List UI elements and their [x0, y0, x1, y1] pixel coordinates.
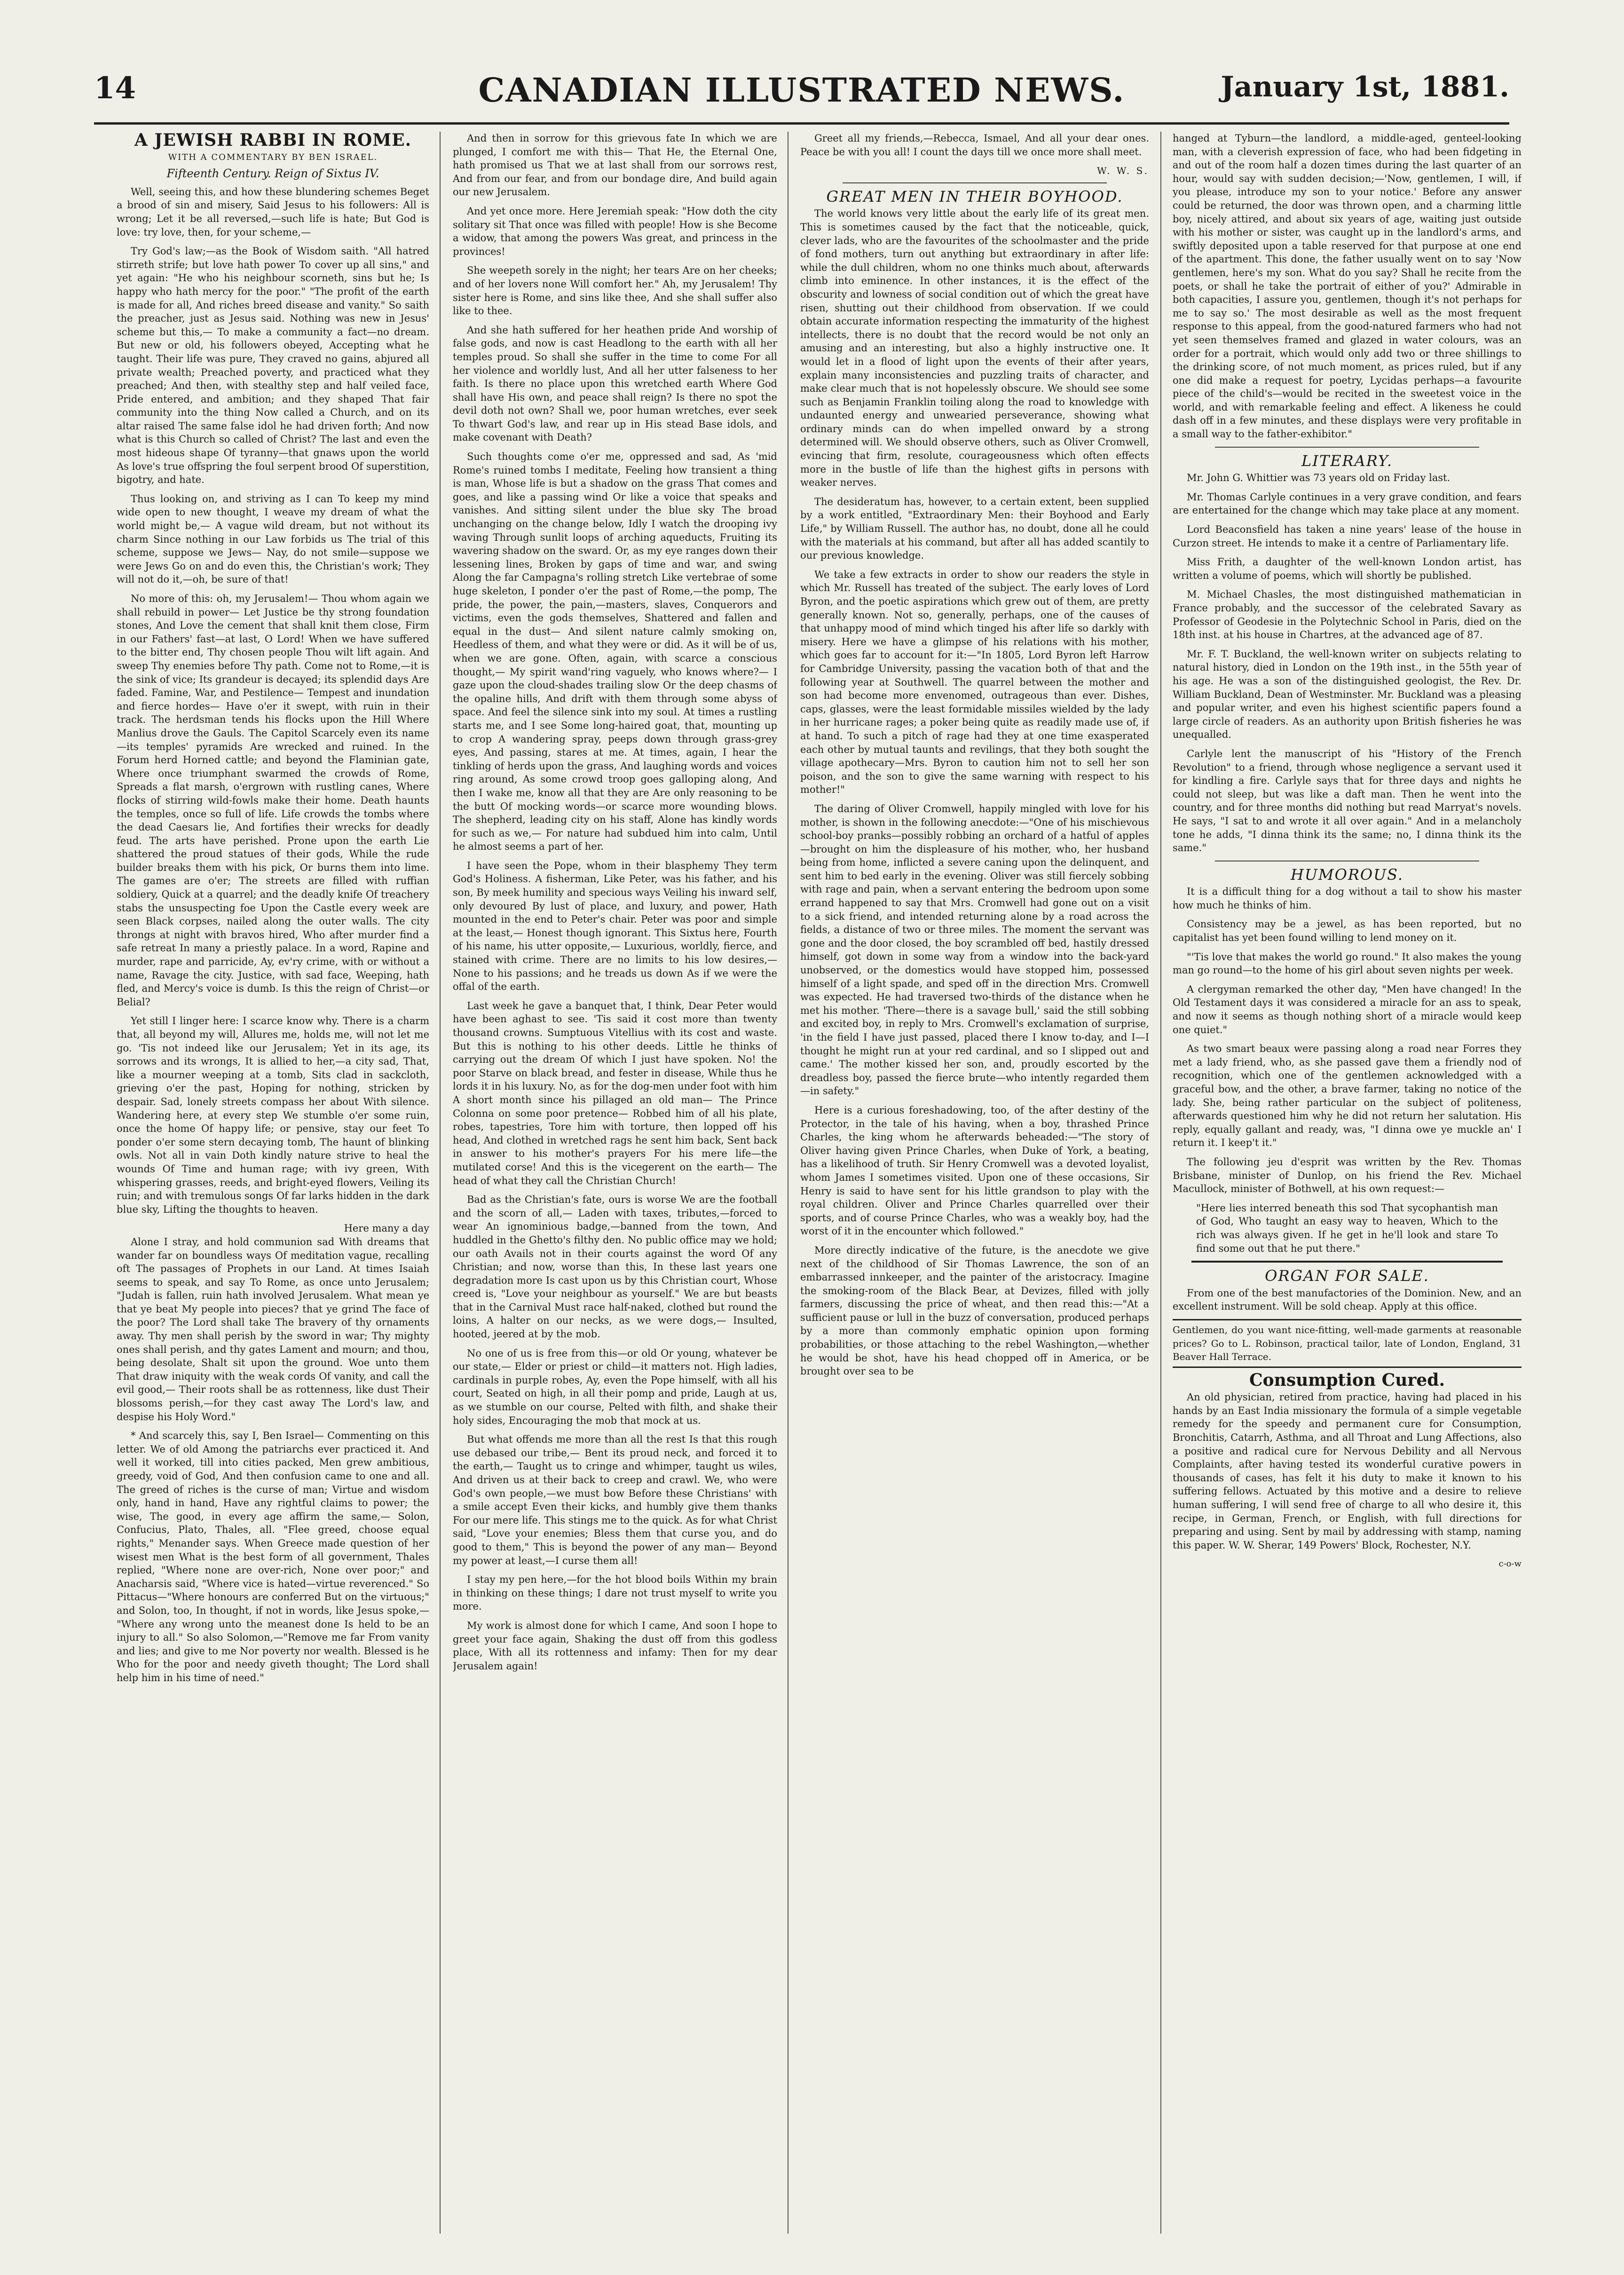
- section-title: GREAT MEN IN THEIR BOYHOOD.: [826, 187, 1123, 205]
- advertisement: From one of the best manufactories of the Dominion. New, and an excellent instrument. Will be sold cheap. Apply at this office.: [1173, 1287, 1522, 1312]
- poem-stanza: Try God's law;—as the Book of Wisdom saith. "All hatred stirreth strife; but love hath power To cover up all sins," and yet again: "He who his neighbour scorneth, sins but he; Is happy who hath mercy for the poor." "The profit of the earth is made for all, And riches breed disease and vanity." So saith the preacher, just as Jesus said. Nothing was new in Jesus' scheme but this,— To make a community a fact—no dream. But new or old, his followers obeyed, Accepting what he taught. Their life was pure, They craved no gains, abjured all private wealth; Preached poverty, and practiced what they preached; And then, with stealthy step and half veiled face, Pride entered, and ambition; and they shaped That fair community into the thing Now called a Church, and on its altar raised The same false idol he had driven forth; And now what is this Church so called of Christ? The last and even the most hideous shape Of tyranny—that gnaws upon the world As love's true offspring the foul serpent brood Of superstition, bigotry, and hate.: [117, 245, 429, 486]
- ad-code: c-o-w: [1498, 1559, 1522, 1569]
- poem-stanza: No more of this: oh, my Jerusalem!— Thou whom again we shall rebuild in power— Let Justice be thy strong foundation stones, And Love the cement that shall knit them close, Firm in our Fathers' fast—at last, O Lord! When we have suffered to the bitter end, Thy chosen people Thou wilt lift again. And sweep Thy enemies before Thy path. Come not to Rome,—it is the sink of vice; Its grandeur is decayed; its splendid days Are faded. Famine, War, and Pestilence— Tempest and inundation and fierce hordes— Have o'er it swept, with ruin in their track. The herdsman tends his flocks upon the Hill Where Manlius drove the Gauls. The Capitol Scarcely even its name—its temples' pyramids Are wrecked and ruined. In the Forum herd Horned cattle; and beyond the Flaminian gate, Where once triumphant swarmed the crowds of Rome, Spreads a flat marsh, o'ergrown with rustling canes, Where flocks of stirring wild-fowls make their home. Death haunts the temples, once so full of life. Life crowds the tombs where the dead Caesars lie, And fortifies their wrecks for deadly feud. The arts have perished. Prone upon the earth Lie shattered the proud statues of their gods, While the rude builder breaks them with his pick, Or burns them into lime. The games are o'er; The streets are filled with ruffian soldiery, Quick at a quarrel; and the deadly knife Of treachery stabs the unsuspecting foe Upon the Castle every week are seen Black corpses, nailed along the outer walls. The city throngs at night with bravos hired, Who after murder find a safe retreat In many a priestly palace. In a word, Rapine and murder, rape and parricide, Ay, ev'ry crime, with or without a name, Ravage the city. Justice, with sad face, Weeping, hath fled, and Mercy's voice is dumb. Is this the reign of Christ—or Belial?: [117, 593, 429, 1008]
- article-paragraph: More directly indicative of the future, is the anecdote we give next of the childhood of Sir Thomas Lawrence, the son of an embarrassed innkeeper, and the painter of the aristocracy. Imagine the smoking-room of the Black Bear, at Devizes, filled with jolly farmers, discussing the price of wheat, and then read this:—"At a sufficient pause or lull in the buzz of conversation, produced perhaps by a more than commonly emphatic opinion upon forming probabilities, or those attaching to the rebel Washington,—whether he would be shot, have his head chopped off in America, or be brought over sea to be: [800, 1244, 1149, 1377]
- section-title-humorous: HUMOROUS.: [1290, 865, 1404, 884]
- news-item: Consistency may be a jewel, as has been reported, but no capitalist has yet been found willing to lend money on it.: [1173, 918, 1522, 944]
- poem-stanza: I have seen the Pope, whom in their blasphemy They term God's Holiness. A fisherman, Like Peter, was his father, and his son, By meek humility and specious ways Veiling his inward self, only devoured By lust of place, and luxury, and power, Hath mounted in the end to Peter's chair. Peter was poor and simple at the least,— Honest though ignorant. This Sixtus here, Fourth of his name, his utter opposite,— Luxurious, worldly, fierce, and stained with crime. There are no limits to his low desires,— None to his passions; and he treads us down As if we were the offal of the earth.: [453, 860, 777, 993]
- tailor-advertisement: Gentlemen, do you want nice-fitting, well-made garments at reasonable prices? Go to L. Robinson, practical tailor, late of London, England, 31 Beaver Hall Terrace.: [1173, 1319, 1522, 1368]
- poem-stanza: I stay my pen here,—for the hot blood boils Within my brain in thinking on these things; I dare not trust myself to write you more.: [453, 1574, 777, 1612]
- news-item: Carlyle lent the manuscript of his "History of the French Revolution" to a friend, through whose negligence a servant used it for kindling a fire. Carlyle says that for three days and nights he could not sleep, but was like a daft man. Then he went into the country, and for three months did nothing but read Marryat's novels. He says, "I sat to and wrote it all over again." And in a melancholy tone he adds, "I dinna think its the same; no, I dinna think its the same.": [1173, 748, 1522, 854]
- article-byline: WITH A COMMENTARY BY BEN ISRAEL.: [168, 152, 378, 162]
- section-title-consumption: Consumption Cured.: [1249, 1370, 1445, 1390]
- article-paragraph: hanged at Tyburn—the landlord, a middle-aged, genteel-looking man, with a cleverish expression of face, who had been fidgeting in and out of the room half a dozen times during the last quarter of an hour, would say with sudden decision;—'Now, gentlemen, I will, if you please, introduce my son to your notice.' Before any answer could be returned, the door was thrown open, and a charming little boy, nicely attired, and about six years of age, waiting just outside with his mother or sister, was caught up in the landlord's arms, and swiftly deposited upon a table reserved for that purpose at one end of the apartment. This done, the father usually went on to say 'Now gentlemen, here's my son. What do you say? Shall he recite from the poets, or shall he take the portrait of either of you?' Admirable in both capacities, I assure you, gentlemen, though it's not perhaps for me to say so.' The most desirable as well as the most frequent response to this appeal, from the good-natured farmers who had not yet seen themselves framed and glazed in water colours, was an order for a portrait, which would only add two or three shillings to the drinking score, of not much moment, as prices ruled, but if any one did make a request for poetry, Lycidas perhaps—a favourite piece of the child's—would be recited in the sweetest voice in the world, and with remarkable feeling and effect. A likeness he could dash off in a few minutes, and these displays were very profitable in a small way to the father-exhibitor.": [1173, 133, 1522, 440]
- poem-stanza: And then in sorrow for this grievous fate In which we are plunged, I comfort me with this— That He, the Eternal One, hath promised us That we at last shall from our sorrows rest, And from our fear, and from our bondage dire, And build again our new Jerusalem.: [453, 133, 777, 198]
- poem-stanza: Thus looking on, and striving as I can To keep my mind wide open to new thought, I weave my dream of what the world might be,— A vague wild dream, but not without its charm Since nothing in our Law forbids us The trial of this scheme, suppose we Jews— Nay, do not smile—suppose we were Jews Go on and do even this, the Christian's work; They will not do it,—oh, be sure of that!: [117, 493, 429, 585]
- article-paragraph: Here is a curious foreshadowing, too, of the after destiny of the Protector, in the tale of his having, when a boy, thrashed Prince Charles, the king whom he afterwards beheaded:—"The story of Oliver having given Prince Charles, when Duke of York, a beating, has a likelihood of truth. Sir Henry Cromwell was a devoted loyalist, whom James I sometimes visited. Upon one of these occasions, Sir Henry is said to have sent for his little grandson to play with the royal children. Oliver and Prince Charles quarrelled over their sports, and of course Prince Charles, who was a weakly boy, had the worst of it in the encounter which followed.": [800, 1104, 1149, 1237]
- poem-stanza: Bad as the Christian's fate, ours is worse We are the football and the scorn of all,— Laden with taxes, tributes,—forced to wear An ignominious badge,—banned from the town, And huddled in the Ghetto's filthy den. No public office may we hold; our oath Avails not in their courts against the word Of any Christian; and now, worse than this, In these last years one degradation more Is cast upon us by this Christian court, Whose creed is, "Love your neighbour as yourself." We are but beasts that in the Carnival Must race half-naked, clothed but round the loins, A halter on our necks, as we were dogs,— Insulted, hooted, jeered at by the mob.: [453, 1194, 777, 1340]
- news-item: It is a difficult thing for a dog without a tail to show his master how much he thinks of him.: [1173, 886, 1522, 911]
- article-paragraph: The desideratum has, however, to a certain extent, been supplied by a work entitled, "Extraordinary Men: their Boyhood and Early Life," by William Russell. The author has, no doubt, done all he could with the materials at his command, but after all has added scantily to our previous knowledge.: [800, 496, 1149, 561]
- news-item: Mr. F. T. Buckland, the well-known writer on subjects relating to natural history, died in London on the 19th inst., in the 55th year of his age. He was a son of the distinguished geologist, the Rev. Dr. William Buckland, Dean of Westminster. Mr. Buckland was a pleasing and popular writer, and even his highest scientific papers found a large circle of readers. As an authority upon British fisheries he was unequalled.: [1173, 648, 1522, 741]
- poem-stanza: And she hath suffered for her heathen pride And worship of false gods, and now is cast Headlong to the earth with all her temples proud. So shall she suffer in the time to come For all her violence and worldly lust, And all her utter falseness to her faith. Is there no place upon this wretched earth Where God shall have His own, and peace shall reign? Is there no spot the devil doth not own? Shall we, poor human wretches, ever seek To thwart God's law, and rear up in His stead Base idols, and make covenant with Death?: [453, 324, 777, 443]
- column-2: [453, 132, 777, 2238]
- column-4: [1173, 132, 1522, 2238]
- page-header: [94, 71, 1509, 125]
- news-item: Mr. John G. Whittier was 73 years old on Friday last.: [1187, 472, 1451, 484]
- divider: [843, 182, 1107, 183]
- page-number: 14: [94, 71, 136, 106]
- poem-stanza: And yet once more. Here Jeremiah speak: "How doth the city solitary sit That once was filled with people! How is she Become a widow, that among the powers Was great, and princess in the provinces!: [453, 205, 777, 257]
- news-item: The following jeu d'esprit was written by the Rev. Thomas Brisbane, minister of Dunlop, on his friend the Rev. Michael Macullock, minister of Bothwell, at his own request:—: [1173, 1156, 1522, 1195]
- poem-stanza: Such thoughts come o'er me, oppressed and sad, As 'mid Rome's ruined tombs I meditate, Feeling how transient a thing is man, Whose life is but a shadow on the grass That comes and goes, and like a passing wind Or like a voice that speaks and vanishes. And sitting silent under the blue sky The broad unchanging on the change below, Idly I watch the drooping ivy waving Through sunlit loops of arching aqueducts, Fruiting its wavering shadow on the sward. Or, as my eye ranges down their lessening lines, Broken by gaps of time and war, and swing Along the far Campagna's rolling stretch Like vertebrae of some huge skeleton, I ponder o'er the past of Rome,—the pomp, The pride, the power, the pain,—masters, slaves, Conquerors and victims, even the gods themselves, Shattered and fallen and equal in the dust— And silent nature calmly smoking on, Heedless of them, and what they were or did. As it will be of us, when we are gone. Often, again, with scarce a conscious thought,— My spirit wand'ring vaguely, who knows where?— I gaze upon the cloud-shades trailing slow Or the deep chasms of the opaline hills, And drift with them through some abyss of space. And feel the silence sink into my soul. At times a rustling starts me, and I see Some long-haired goat, that, mounting up to crop A wandering spray, peeps down through grass-grey eyes, And passing, stares at me. At times, again, I hear the tinkling of herds upon the grass, And laughing words and voices ring around, As some crowd troop goes galloping along, And then I wake me, know all that they are Are only reasoning to be the butt Of mocking words—or scarce more wounding blows. The shepherd, leading city on his staff, Alone has kindly words for such as we,— For nature had subdued him into calm, Until he almost seems a part of her.: [453, 451, 777, 853]
- poem-stanza: No one of us is free from this—or old Or young, whatever be our state,— Elder or priest or child—it matters not. High ladies, cardinals in purple robes, Ay, even the Pope himself, with all his court, Seated on high, in all their pomp and pride, Laugh at us, as we stumble on our course, Pelted with filth, and shake their holy sides, Encouraging the mob that mock at us.: [453, 1347, 777, 1426]
- article-subline: Fifteenth Century. Reign of Sixtus IV.: [166, 167, 379, 181]
- poem-stanza: She weepeth sorely in the night; her tears Are on her cheeks; and of her lovers none Will comfort her." Ah, my Jerusalem! Thy sister here is Rome, and sins like thee, And she shall suffer also like to thee.: [453, 265, 777, 317]
- article-paragraph: We take a few extracts in order to show our readers the style in which Mr. Russell has treated of the subject. The early loves of Lord Byron, and the poetic aspirations which grew out of them, are pretty generally known. Not so, generally, perhaps, one of the causes of that unhappy mood of mind which tinged his after life so darkly with misery. Here we have a glimpse of his relations with his mother, which goes far to account for it:—"In 1805, Lord Byron left Harrow for Cambridge University, passing the vacation both of that and the following year at Southwell. The quarrel between the mother and son had become more envenomed, outrageous than ever. Dishes, caps, glasses, were the least formidable missiles wielded by the lady in her hurricane rages; a poker being quite as readily made use of, if at hand. To such a pitch of rage had they at one time exasperated each other by mutual taunts and revilings, that they both sought the village apothecary—Mrs. Byron to caution him not to sell her son poison, and the son to give the same warning with respect to his mother!": [800, 569, 1149, 796]
- divider: [1191, 1261, 1503, 1263]
- section-title-organ: ORGAN FOR SALE.: [1265, 1267, 1429, 1285]
- news-item: Miss Frith, a daughter of the well-known London artist, has written a volume of poems, which will shortly be published.: [1173, 556, 1522, 581]
- commentary-note: * And scarcely this, say I, Ben Israel— Commenting on this letter. We of old Among the patriarchs ever practiced it. And well it worked, till into cities packed, Men grew ambitious, greedy, void of God, And then confusion came to one and all. The greed of riches is the curse of man; Virtue and wisdom only, hand in hand, Have any rightful claims to power; the wise, The good, in every age affirm the same,— Solon, Confucius, Plato, Thales, all. "Flee greed, choose equal rights," Menander says. When Greece made question of her wisest men What is the best form of all government, Thales replied, "Where none are over-rich, None over poor;" and Anacharsis said, "Where vice is hated—virtue reverenced." So Pittacus—"Where honours are conferred But on the virtuous;" and Solon, too, In thought, if not in words, like Jesus spoke,— "Where any wrong unto the meanest done Is held to be an injury to all." So also Solomon,—"Remove me far From vanity and lies; and give to me Nor poverty nor wealth. Blessed is he Who for the poor and needy giveth thought; The Lord shall help him in his time of need.": [117, 1430, 429, 1683]
- poem-line: Here many a day: [344, 1223, 429, 1234]
- news-item: Lord Beaconsfield has taken a nine years' lease of the house in Curzon street. He intends to make it a centre of Parliamentary life.: [1173, 524, 1522, 549]
- column-rule: [440, 132, 441, 2234]
- divider: [1215, 447, 1479, 448]
- news-item: A clergyman remarked the other day, "Men have changed! In the Old Testament days it was considered a miracle for an ass to speak, and now it seems as though nothing short of a miracle would keep one quiet.": [1173, 983, 1522, 1035]
- news-item: As two smart beaux were passing along a road near Forres they met a lady friend, who, as she passed gave them a friendly nod of recognition, which one of the gentlemen acknowledged with a graceful bow, and the other, a brave farmer, taking no notice of the lady. She, being rather particular on the subject of politeness, afterwards questioned him why he did not return her salutation. His reply, equally gallant and ready, was, "I dinna owe ye muckle an' I return it. I keep't it.": [1173, 1043, 1522, 1149]
- advertisement: An old physician, retired from practice, having had placed in his hands by an East India missionary the formula of a simple vegetable remedy for the speedy and permanent cure for Consumption, Bronchitis, Catarrh, Asthma, and all Throat and Lung Affections, also a positive and radical cure for Nervous Debility and all Nervous Complaints, after having tested its wonderful curative powers in thousands of cases, has felt it his duty to make it known to his suffering fellows. Actuated by this motive and a desire to relieve human suffering, I will send free of charge to all who desire it, this recipe, in German, French, or English, with full directions for preparing and using. Sent by mail by addressing with stamp, naming this paper. W. W. Sherar, 149 Powers' Block, Rochester, N.Y.: [1173, 1391, 1522, 1551]
- article-paragraph: The daring of Oliver Cromwell, happily mingled with love for his mother, is shown in the following anecdote:—"One of his mischievous school-boy pranks—possibly robbing an orchard of a hatful of apples—brought on him the displeasure of his mother, who, her husband being from home, inflicted a severe caning upon the delinquent, and sent him to bed early in the evening. Oliver was still fiercely sobbing with rage and pain, when a servant entering the bedroom upon some errand happened to say that Mrs. Cromwell had gone out on a visit to a sick friend, and intended returning alone by a road across the fields, a distance of two or three miles. The moment the servant was gone and the door closed, the boy scrambled off bed, hastily dressed himself, got down in some way from a window into the back-yard unobserved, or the domestics would have stopped him, possessed himself of a light spade, and sped off in the direction Mrs. Cromwell was expected. He had traversed two-thirds of the distance when he met his mother. 'There—there is a savage bull,' said the still sobbing and excited boy, in reply to Mrs. Cromwell's exclamation of surprise, 'in the field I have just passed, placed there I know to-day, and I—I thought he might run at your red cardinal, and so I slipped out and came.' The mother kissed her son, and, proudly escorted by the dreadless boy, passed the fierce brute—who intently regarded them—in safety.": [800, 803, 1149, 1097]
- poem-stanza: Last week he gave a banquet that, I think, Dear Peter would have been aghast to see. 'Tis said it cost more than twenty thousand crowns. Sumptuous Vitellius with its cost and waste. But this is nothing to his other deeds. Little he thinks of carrying out the dream Of which I just have spoken. No! the poor Starve on black bread, and fester in disease, While thus he lords it in his luxury. No, as for the dog-men under foot with him A short month since his pillaged an old man— The Prince Colonna on some poor pretence— Robbed him of all his plate, robes, tapestries, Tore him with torture, then lopped off his head, And clothed in wretched rags he sent him back, Sent back in answer to his mother's prayers For his mere life—the mutilated corse! And this is the vicegerent on the earth— The head of what they call the Christian Church!: [453, 1000, 777, 1186]
- issue-date: January 1st, 1881.: [1221, 71, 1509, 103]
- poem-stanza: But what offends me more than all the rest Is that this rough use debased our tribe,— Bent its proud neck, and forced it to the earth,— Taught us to cringe and whimper, taught us wiles, And driven us at their back to creep and crawl. We, who were God's own people,—we must bow Before these Christians' with a smile accept Even their kicks, and humbly give them thanks For our mere life. This stings me to the quick. As for what Christ said, "Love your enemies; Bless them that curse you, and do good to them," This is beyond the power of any man— Beyond my power at least,—I curse them all!: [453, 1434, 777, 1566]
- poem-stanza: Well, seeing this, and how these blundering schemes Beget a brood of sin and misery, Said Jesus to his followers: All is wrong; Let it be all reversed,—such life is hate; But God is love: try love, then, for your scheme,—: [117, 186, 429, 238]
- poem-stanza: Alone I stray, and hold communion sad With dreams that wander far on boundless ways Of meditation vague, recalling oft The passages of Prophets in our Land. At times Isaiah seems to speak, and say To Rome, as once unto Jerusalem; "Judah is fallen, ruin hath involved Jerusalem. What mean ye that ye beat My people into pieces? that ye grind The face of the poor? The Lord shall take The bravery of thy ornaments away. Thy men shall perish by the sword in war; Thy mighty ones shall perish, and thy gates Lament and mourn; and thou, being desolate, Shalt sit upon the ground. Woe unto them That draw iniquity with the weak cords Of vanity, and call the evil good,— Their roots shall be as rottenness, like dust Their blossoms perish,—for they cast away The Lord's law, and despise his Holy Word.": [117, 1236, 429, 1422]
- column-3: [800, 132, 1149, 2238]
- masthead: CANADIAN ILLUSTRATED NEWS.: [478, 71, 1125, 110]
- section-title-literary: LITERARY.: [1301, 451, 1393, 470]
- news-item: Mr. Thomas Carlyle continues in a very grave condition, and fears are entertained for the change which may take place at any moment.: [1173, 491, 1522, 516]
- column-1: [117, 132, 429, 2238]
- article-title: A JEWISH RABBI IN ROME.: [134, 132, 412, 150]
- column-rule: [1160, 132, 1161, 2234]
- poem-closing: Greet all my friends,—Rebecca, Ismael, And all your dear ones. Peace be with you all! I count the days till we once more shall meet.: [800, 133, 1149, 158]
- epitaph-verse: "Here lies interred beneath this sod That sycophantish man of God, Who taught an easy way to heaven, Which to the rich was always given. If he get in he'll look and stare To find some out that he put there.": [1196, 1202, 1498, 1254]
- poem-stanza: My work is almost done for which I came, And soon I hope to greet your face again, Shaking the dust off from this godless place, With all its rottenness and infamy: Then for my dear Jerusalem again!: [453, 1619, 777, 1672]
- news-item: "'Tis love that makes the world go round." It also makes the young man go round—to the home of his girl about seven nights per week.: [1173, 951, 1522, 976]
- article-paragraph: The world knows very little about the early life of its great men. This is sometimes caused by the fact that the noticeable, quick, clever lads, who are the favourites of the schoolmaster and the pride of fond mothers, turn out anything but extraordinary in after life: while the dull children, whom no one thinks much about, afterwards climb into eminence. In other instances, it is the effect of the obscurity and lowness of social condition out of which the great have risen, shutting out their childhood from observation. If we could obtain accurate information respecting the immaturity of the highest intellects, there is no doubt that the record would be not only an amusing and an interesting, but also a highly instructive one. It would let in a flood of light upon the events of their after years, explain many inconsistencies and puzzling traits of character, and make clear much that is not hopelessly obscure. We should see some such as Benjamin Franklin toiling along the road to knowledge with undaunted energy and unwearied perseverance, showing what ordinary minds can do when impelled onward by a strong determined will. We should observe others, such as Oliver Cromwell, evincing that firm, resolute, courageousness which often effects more in the bustle of life than the highest gifts in persons with weaker nerves.: [800, 208, 1149, 489]
- poem-stanza: Yet still I linger here: I scarce know why. There is a charm that, all beyond my will, Allures me, holds me, will not let me go. 'Tis not indeed like our Jerusalem; Yet in its age, its sorrows and its wrongs, It is allied to her,—a city sad, That, like a mourner weeping at a tomb, Sits clad in sackcloth, grieving o'er the past, Hoping for nothing, stricken by despair. Sad, lonely streets compass her about With silence. Wandering here, at every step We stumble o'er some ruin, once the home Of happy life; or pensive, stay our feet To ponder o'er some stern decaying tomb, The haunt of blinking owls. Not all in vain Doth kindly nature strive to heal the wounds Of Time and human rage; with ivy green, With whispering grasses, reeds, and bright-eyed flowers, Veiling its ruin; and with tremulous songs Of far larks hidden in the dark blue sky, Lifting the thoughts to heaven.: [117, 1015, 429, 1215]
- news-item: M. Michael Chasles, the most distinguished mathematician in France probably, and the successor of the celebrated Savary as Professor of Geodesie in the Polytechnic School in Paris, died on the 18th inst. at his house in Chartres, at the advanced age of 87.: [1173, 589, 1522, 641]
- signature: W. W. S.: [1097, 165, 1149, 177]
